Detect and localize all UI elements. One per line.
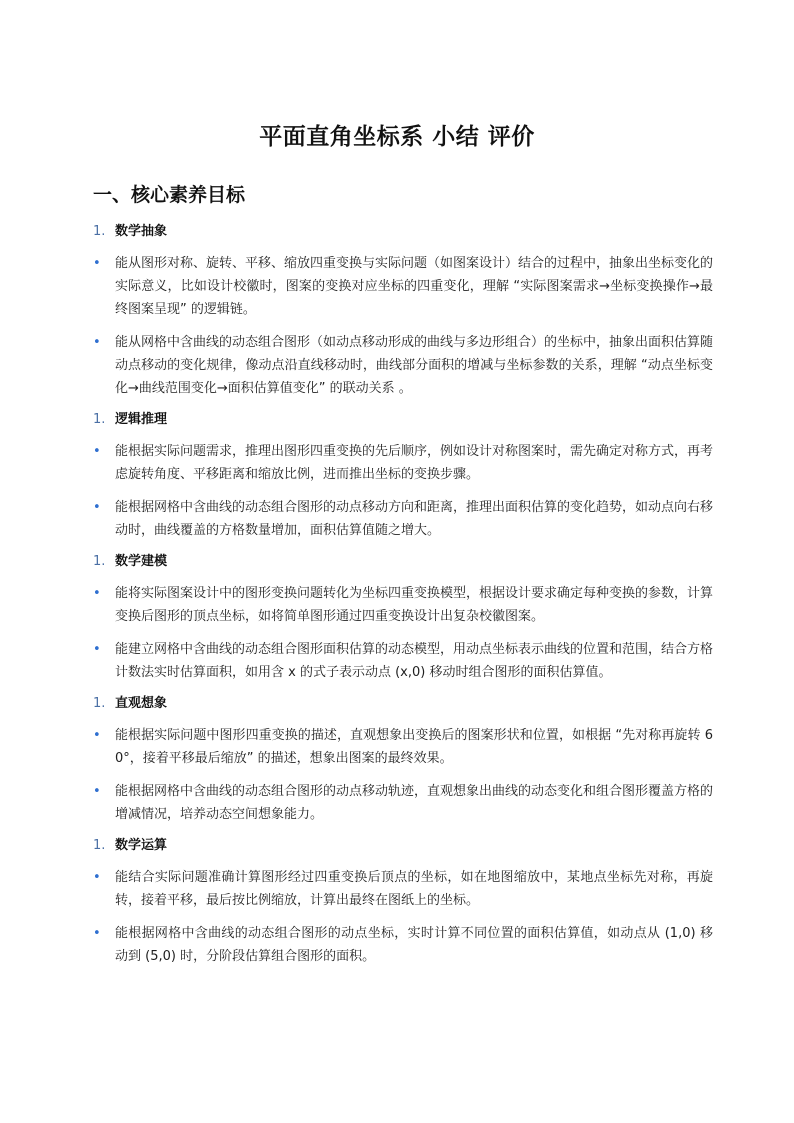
bullet-dot-icon: • xyxy=(93,642,101,657)
objective-heading xyxy=(93,552,713,572)
list-item xyxy=(93,331,713,400)
objective-number: 1. xyxy=(93,412,106,427)
objective-number: 1. xyxy=(93,554,106,569)
bullet-dot-icon: • xyxy=(93,500,101,515)
page-title: 平面直角坐标系 小结 评价 xyxy=(259,124,535,150)
objective-group xyxy=(93,222,713,400)
list-item xyxy=(93,582,713,628)
list-item xyxy=(93,638,713,684)
bullet-dot-icon: • xyxy=(93,870,101,885)
list-item-text: 能从网格中含曲线的动态组合图形（如动点移动形成的曲线与多边形组合）的坐标中，抽象出面积估算随动点移动的变化规律，像动点沿直线移动时，曲线部分面积的增减与坐标参数的关系，理解 “动点坐标变化→曲线范围变化→面积估算值变化” 的联动关系 。 xyxy=(115,335,714,396)
objective-heading xyxy=(93,410,713,430)
objective-heading-label: 数学抽象 xyxy=(115,224,168,239)
list-item-text: 能结合实际问题准确计算图形经过四重变换后顶点的坐标，如在地图缩放中，某地点坐标先对称，再旋转，接着平移，最后按比例缩放，计算出最终在图纸上的坐标。 xyxy=(115,870,713,908)
bullet-dot-icon: • xyxy=(93,926,101,941)
bullet-dot-icon: • xyxy=(93,728,101,743)
objective-heading-label: 逻辑推理 xyxy=(115,412,168,427)
list-item xyxy=(93,724,713,770)
objective-group xyxy=(93,836,713,968)
list-item-text: 能建立网格中含曲线的动态组合图形面积估算的动态模型，用动点坐标表示曲线的位置和范围，结合方格计数法实时估算面积，如用含 x 的式子表示动点 (x,0) 移动时组合图形的面积估算值。 xyxy=(115,642,714,680)
objective-number: 1. xyxy=(93,838,106,853)
list-item xyxy=(93,866,713,912)
objective-group xyxy=(93,552,713,684)
bullet-dot-icon: • xyxy=(93,335,101,350)
bullet-dot-icon: • xyxy=(93,444,101,459)
list-item-text: 能根据实际问题中图形四重变换的描述，直观想象出变换后的图案形状和位置，如根据 “先对称再旋转 60°，接着平移最后缩放” 的描述，想象出图案的最终效果。 xyxy=(115,728,713,766)
list-item xyxy=(93,496,713,542)
list-item-text: 能根据网格中含曲线的动态组合图形的动点移动轨迹，直观想象出曲线的动态变化和组合图形覆盖方格的增减情况，培养动态空间想象能力。 xyxy=(115,784,714,822)
list-item-text: 能将实际图案设计中的图形变换问题转化为坐标四重变换模型，根据设计要求确定每种变换的参数，计算变换后图形的顶点坐标，如将简单图形通过四重变换设计出复杂校徽图案。 xyxy=(115,586,714,624)
objective-heading xyxy=(93,836,713,856)
bullet-dot-icon: • xyxy=(93,586,101,601)
list-item xyxy=(93,440,713,486)
list-item xyxy=(93,252,713,321)
list-item-text: 能根据网格中含曲线的动态组合图形的动点移动方向和距离，推理出面积估算的变化趋势，如动点向右移动时，曲线覆盖的方格数量增加，面积估算值随之增大。 xyxy=(115,500,714,538)
section-heading: 一、核心素养目标 xyxy=(93,184,246,206)
objective-group xyxy=(93,410,713,542)
list-item xyxy=(93,780,713,826)
list-item-text: 能根据实际问题需求，推理出图形四重变换的先后顺序，例如设计对称图案时，需先确定对称方式，再考虑旋转角度、平移距离和缩放比例，进而推出坐标的变换步骤。 xyxy=(115,444,714,482)
objectives-content xyxy=(93,222,713,978)
objective-heading xyxy=(93,222,713,242)
objective-number: 1. xyxy=(93,696,106,711)
objective-heading-label: 数学运算 xyxy=(115,838,168,853)
list-item-text: 能从图形对称、旋转、平移、缩放四重变换与实际问题（如图案设计）结合的过程中，抽象出坐标变化的实际意义，比如设计校徽时，图案的变换对应坐标的四重变化，理解 “实际图案需求→坐标变换操作→最终图案呈现” 的逻辑链。 xyxy=(115,256,714,317)
objective-heading-label: 直观想象 xyxy=(115,696,168,711)
bullet-dot-icon: • xyxy=(93,784,101,799)
list-item xyxy=(93,922,713,968)
bullet-dot-icon: • xyxy=(93,256,101,271)
list-item-text: 能根据网格中含曲线的动态组合图形的动点坐标，实时计算不同位置的面积估算值，如动点从 (1,0) 移动到 (5,0) 时，分阶段估算组合图形的面积。 xyxy=(115,926,713,964)
objective-number: 1. xyxy=(93,224,106,239)
objective-heading-label: 数学建模 xyxy=(115,554,168,569)
objective-group xyxy=(93,694,713,826)
objective-heading xyxy=(93,694,713,714)
